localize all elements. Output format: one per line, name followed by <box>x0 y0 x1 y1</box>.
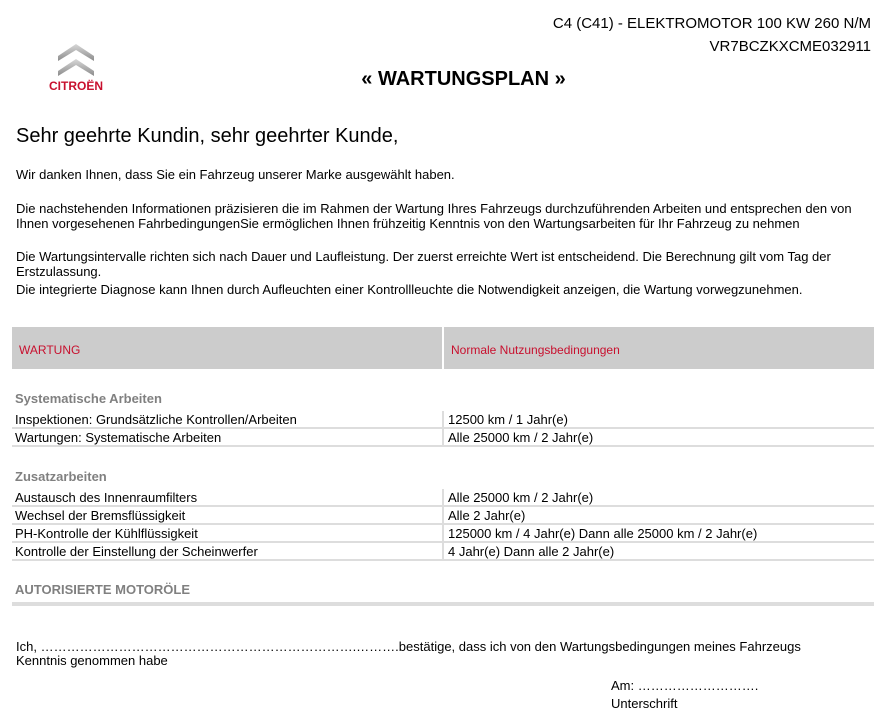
intro-paragraph-info: Die nachstehenden Informationen präzisieren die im Rahmen der Wartung Ihres Fahrzeugs durchzuführenden Arbeiten und entsprechen den von Ihnen vorgesehenen FahrbedingungenSie ermöglichen Ihnen frühzeitig Kenntnis von den Wartungsarbeiten für Ihr Fahrzeug zu nehmen <box>16 201 852 231</box>
intro-paragraph-diagnosis: Die integrierte Diagnose kann Ihnen durch Aufleuchten einer Kontrollleuchte die Notwendigkeit anzeigen, die Wartung vorwegzunehmen. <box>16 282 803 297</box>
intro-paragraph-intervals: Die Wartungsintervalle richten sich nach Dauer und Laufleistung. Der zuerst erreichte Wert ist entscheidend. Die Berechnung gilt vom Tag der Erstzulassung. <box>16 249 831 279</box>
row-value: 12500 km / 1 Jahr(e) <box>448 412 568 427</box>
row-label: Inspektionen: Grundsätzliche Kontrollen/Arbeiten <box>15 412 297 427</box>
section-divider <box>12 602 874 606</box>
table-row <box>12 525 874 543</box>
table-header-divider <box>442 327 444 369</box>
header-usage-conditions: Normale Nutzungsbedingungen <box>451 343 620 357</box>
row-label: Kontrolle der Einstellung der Scheinwerfer <box>15 544 258 559</box>
section-title-additional: Zusatzarbeiten <box>15 469 107 484</box>
vehicle-model: C4 (C41) - ELEKTROMOTOR 100 KW 260 N/M <box>552 15 871 32</box>
header-wartung: WARTUNG <box>19 343 81 357</box>
row-label: Wechsel der Bremsflüssigkeit <box>15 508 186 523</box>
table-row <box>12 411 874 429</box>
table-row <box>12 543 874 561</box>
row-label: Wartungen: Systematische Arbeiten <box>15 430 222 445</box>
row-label: Austausch des Innenraumfilters <box>15 490 198 505</box>
section-title-systematic: Systematische Arbeiten <box>15 391 162 406</box>
date-field: Am: ………………………. <box>611 678 759 693</box>
page-title: « WARTUNGSPLAN » <box>361 68 566 90</box>
table-row <box>12 429 874 447</box>
intro-paragraph-thanks: Wir danken Ihnen, dass Sie ein Fahrzeug unserer Marke ausgewählt haben. <box>16 167 455 182</box>
row-label: PH-Kontrolle der Kühlflüssigkeit <box>15 526 198 541</box>
row-value: Alle 25000 km / 2 Jahr(e) <box>448 490 594 505</box>
confirmation-text: Ich, ……………………………………………………………….……….bestätige, dass ich von den Wartungsbedingungen meines Fahrzeugs Kenntnis genommen habe <box>16 639 801 668</box>
signature-label: Unterschrift <box>611 696 678 711</box>
vehicle-vin: VR7BCZKXCME032911 <box>709 38 871 55</box>
row-value: Alle 25000 km / 2 Jahr(e) <box>448 430 594 445</box>
row-value: Alle 2 Jahr(e) <box>448 508 526 523</box>
row-value: 125000 km / 4 Jahr(e) Dann alle 25000 km / 2 Jahr(e) <box>448 526 758 541</box>
logo-wordmark: CITROËN <box>49 79 103 93</box>
section-title-engine-oils: AUTORISIERTE MOTORÖLE <box>15 582 191 597</box>
table-row <box>12 507 874 525</box>
row-value: 4 Jahr(e) Dann alle 2 Jahr(e) <box>448 544 615 559</box>
greeting: Sehr geehrte Kundin, sehr geehrter Kunde, <box>16 125 399 147</box>
table-row <box>12 489 874 507</box>
